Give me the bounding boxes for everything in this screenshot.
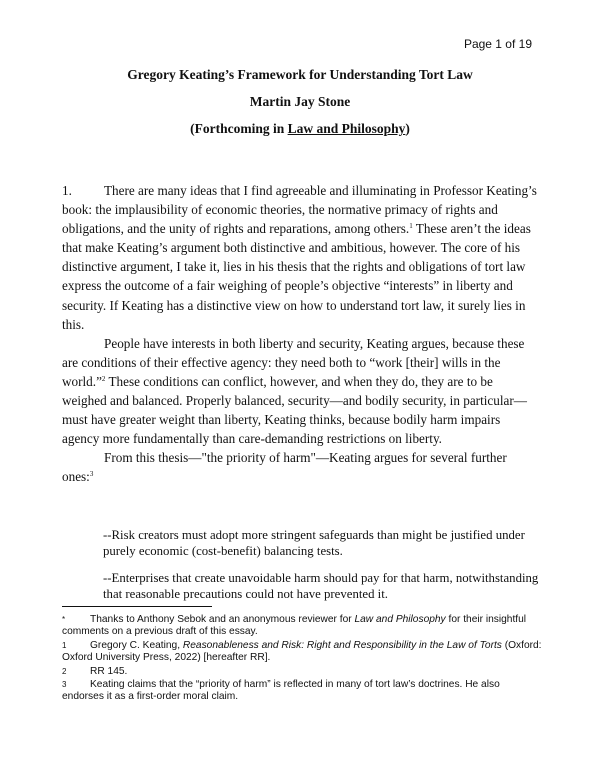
footnote-2 <box>62 666 542 678</box>
footnote-mark: 3 <box>62 680 67 690</box>
list-item: --Enterprises that create unavoidable harm should pay for that harm, notwithstanding that reasonable precautions could not have prevented it. <box>103 571 539 601</box>
footnote-divider <box>62 606 212 607</box>
paragraph-2-text-b: These conditions can conflict, however, and when they do, they are to be weighed and balanced. Properly balanced, security—and bodily security, in particular—must have greater weight than liberty, Keating thinks, because bodily harm impairs agency more fundamentally than care-demanding restrictions on liberty. <box>62 373 527 447</box>
paragraph-1-text-a: There are many ideas that I find agreeable and illuminating in Professor Keating’s book: the implausibility of economic theories, the normative primacy of rights and obligations, and the unity of rights and reparations, among others. <box>62 183 537 237</box>
document-title: Gregory Keating’s Framework for Understanding Tort Law <box>127 67 473 82</box>
footnote-text: Keating claims that the “priority of harm” is reflected in many of tort law’s doctrines. He also endorses it as a first-order moral claim. <box>62 679 500 703</box>
paragraph-1 <box>62 181 540 334</box>
footnotes <box>62 614 542 705</box>
footnote-ref-3[interactable]: 3 <box>89 470 94 479</box>
thesis-list <box>103 527 543 613</box>
paragraph-2 <box>62 334 540 449</box>
footnote-italic: Law and Philosophy <box>354 614 446 625</box>
footnote-3 <box>62 679 542 704</box>
footnote-text: for their insightful comments on a previous draft of this essay. <box>62 614 527 638</box>
footnote-mark: 2 <box>62 666 67 676</box>
footnote-ref-1[interactable]: 1 <box>409 222 413 231</box>
page-number: Page 1 of 19 <box>463 37 532 51</box>
body-text <box>62 181 540 487</box>
footnote-text: (Oxford: Oxford University Press, 2022) [hereafter RR]. <box>62 639 542 664</box>
paragraph-3-text: From this thesis—"the priority of harm"—Keating argues for several further ones: <box>62 450 507 485</box>
forthcoming-suffix: ) <box>405 121 410 136</box>
paragraph-3 <box>62 448 540 486</box>
paragraph-2-text-a: People have interests in both liberty and security, Keating argues, because these are conditions of their effective agency: they need both to “work [their] wills in the world.” <box>62 335 525 389</box>
footnote-star <box>62 614 542 639</box>
journal-name: Law and Philosophy <box>287 121 406 136</box>
footnote-italic: Reasonableness and Risk: Right and Responsibility in the Law of Torts <box>182 639 502 651</box>
footnote-text: Gregory C. Keating, <box>90 639 183 651</box>
footnote-1 <box>62 640 542 665</box>
footnote-ref-2[interactable]: 2 <box>101 374 106 383</box>
paragraph-1-text-b: These aren’t the ideas that make Keating’s argument both distinctive and ambitious, however. The core of his distinctive argument, I take it, lies in his thesis that the rights and obligations of tort law express the outcome of a fair weighing of people’s objective “interests” in liberty and security. If Keating has a distinctive view on how to understand tort law, it surely lies in this. <box>62 221 531 332</box>
footnote-mark: * <box>62 615 66 624</box>
forthcoming-note <box>0 121 600 137</box>
paragraph-number: 1. <box>62 183 72 198</box>
footnote-mark: 1 <box>62 640 67 650</box>
footnote-text: Thanks to Anthony Sebok and an anonymous reviewer for <box>90 614 355 625</box>
list-item: --Risk creators must adopt more stringent safeguards than might be justified under purely economic (cost-benefit) balancing tests. <box>103 528 525 558</box>
author-name: Martin Jay Stone <box>249 94 351 109</box>
forthcoming-prefix: (Forthcoming in <box>190 121 288 136</box>
footnote-text: RR 145. <box>90 665 128 677</box>
